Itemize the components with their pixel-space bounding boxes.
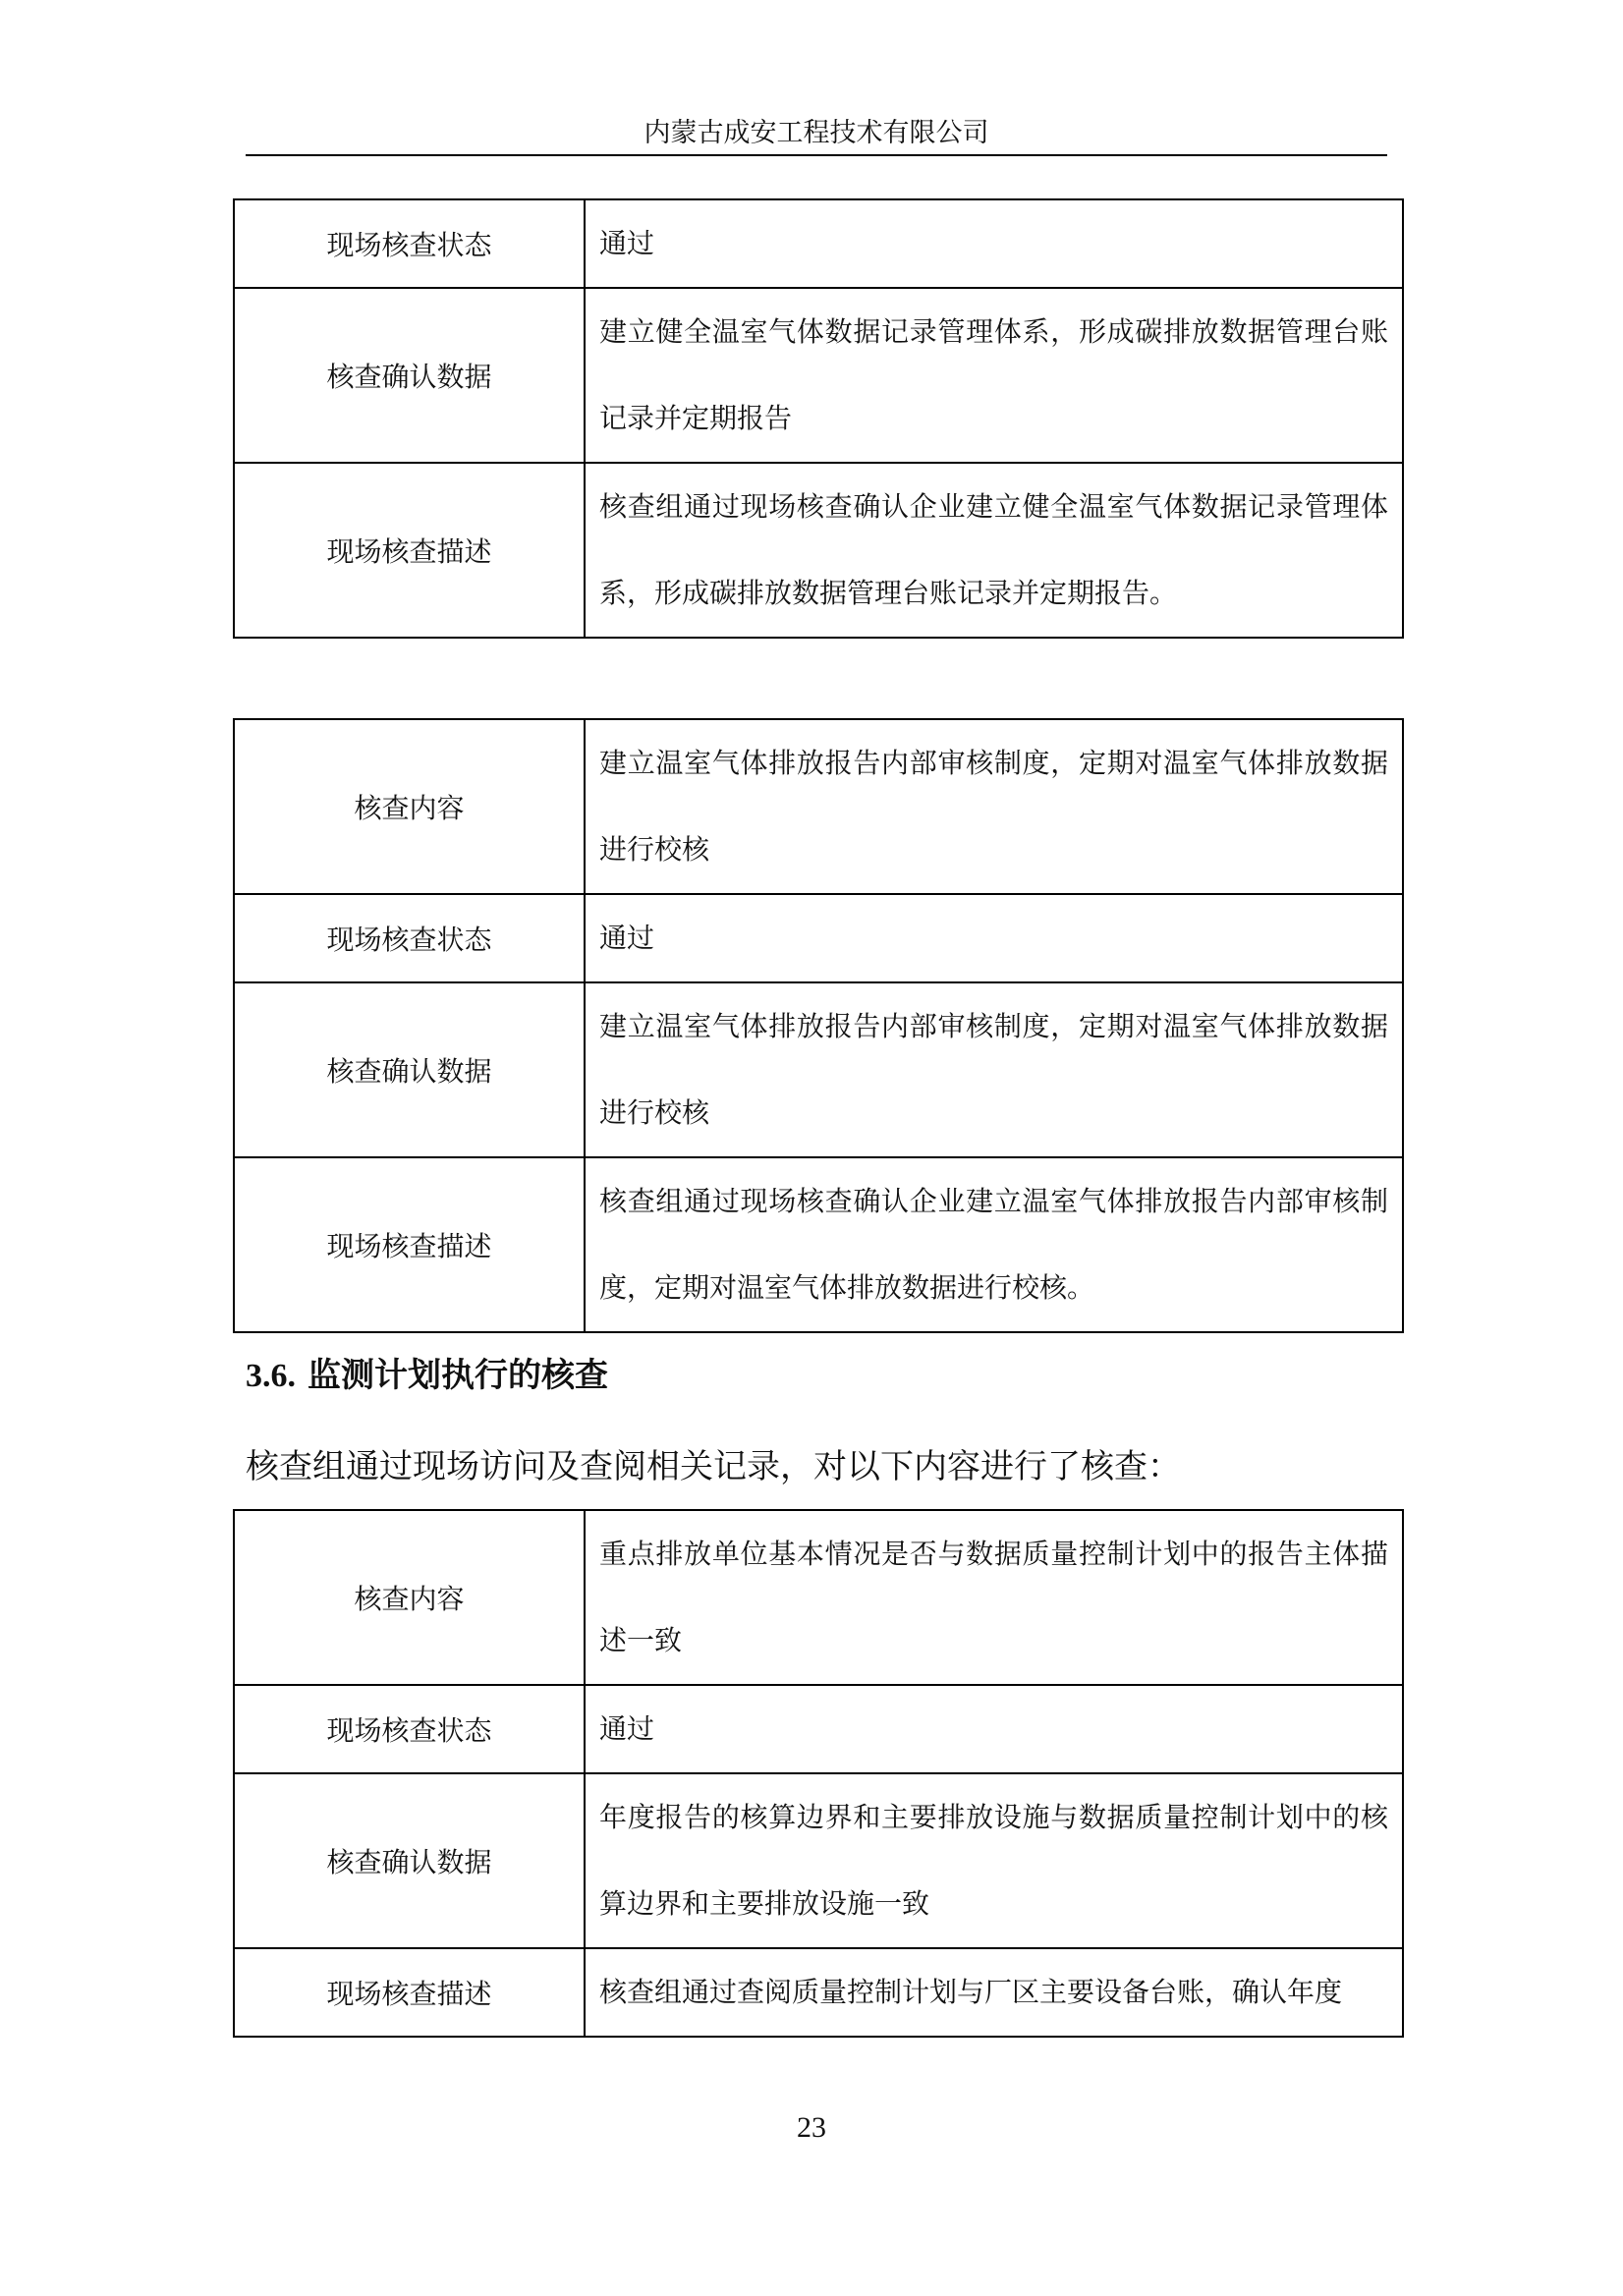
row-value: 通过 xyxy=(585,199,1403,288)
row-label: 现场核查描述 xyxy=(234,1157,585,1332)
row-label: 核查确认数据 xyxy=(234,288,585,463)
table-row xyxy=(234,1510,1403,1685)
section-number: 3.6. xyxy=(246,1358,296,1394)
verification-table-2 xyxy=(233,718,1404,1333)
row-value: 核查组通过现场核查确认企业建立温室气体排放报告内部审核制度，定期对温室气体排放数据进行校核。 xyxy=(585,1157,1403,1332)
table-row xyxy=(234,288,1403,463)
header-rule xyxy=(246,154,1387,156)
page-number: 23 xyxy=(797,2111,826,2144)
row-label: 现场核查描述 xyxy=(234,463,585,638)
verification-table-1 xyxy=(233,198,1404,639)
table-row xyxy=(234,199,1403,288)
row-value: 年度报告的核算边界和主要排放设施与数据质量控制计划中的核算边界和主要排放设施一致 xyxy=(585,1773,1403,1948)
row-value: 通过 xyxy=(585,1685,1403,1773)
row-value: 核查组通过现场核查确认企业建立健全温室气体数据记录管理体系，形成碳排放数据管理台账记录并定期报告。 xyxy=(585,463,1403,638)
table-row xyxy=(234,719,1403,894)
section-intro: 核查组通过现场访问及查阅相关记录，对以下内容进行了核查： xyxy=(246,1447,1181,1486)
table-row xyxy=(234,1773,1403,1948)
row-label: 现场核查状态 xyxy=(234,1685,585,1773)
table-row xyxy=(234,1948,1403,2037)
row-value: 核查组通过查阅质量控制计划与厂区主要设备台账，确认年度 xyxy=(585,1948,1403,2037)
row-label: 核查内容 xyxy=(234,719,585,894)
row-value: 通过 xyxy=(585,894,1403,982)
row-value: 重点排放单位基本情况是否与数据质量控制计划中的报告主体描述一致 xyxy=(585,1510,1403,1685)
table-row xyxy=(234,1685,1403,1773)
row-label: 现场核查描述 xyxy=(234,1948,585,2037)
row-value: 建立温室气体排放报告内部审核制度，定期对温室气体排放数据进行校核 xyxy=(585,719,1403,894)
row-label: 核查确认数据 xyxy=(234,982,585,1157)
row-label: 核查内容 xyxy=(234,1510,585,1685)
table-row xyxy=(234,463,1403,638)
table-row xyxy=(234,982,1403,1157)
row-label: 核查确认数据 xyxy=(234,1773,585,1948)
section-heading xyxy=(246,1351,608,1401)
row-label: 现场核查状态 xyxy=(234,894,585,982)
table-row xyxy=(234,894,1403,982)
row-value: 建立健全温室气体数据记录管理体系，形成碳排放数据管理台账记录并定期报告 xyxy=(585,288,1403,463)
section-title: 监测计划执行的核查 xyxy=(308,1356,608,1395)
page-header: 内蒙古成安工程技术有限公司 xyxy=(644,118,989,148)
verification-table-3 xyxy=(233,1509,1404,2038)
table-row xyxy=(234,1157,1403,1332)
row-value: 建立温室气体排放报告内部审核制度，定期对温室气体排放数据进行校核 xyxy=(585,982,1403,1157)
row-label: 现场核查状态 xyxy=(234,199,585,288)
